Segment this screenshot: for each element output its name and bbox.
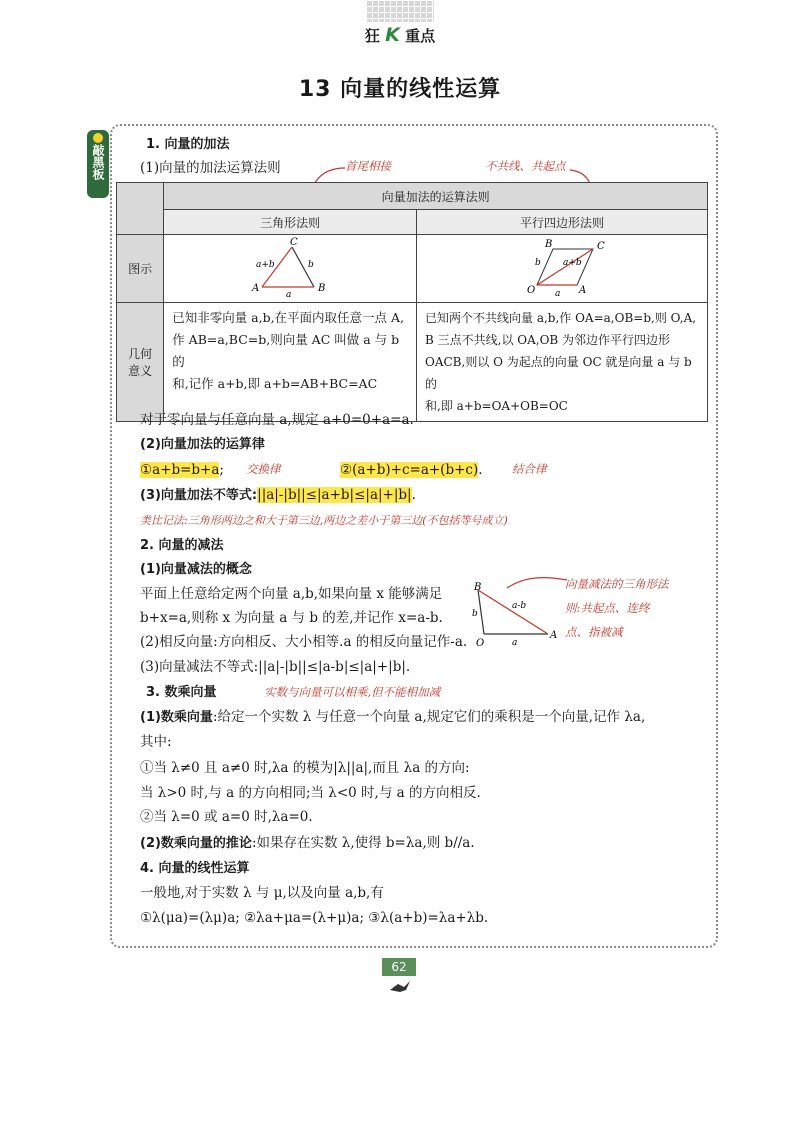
brand-k: K (385, 24, 400, 46)
tri-line-3: 和,记作 a+b,即 a+b=AB+BC=AC (172, 376, 378, 391)
label-A: A (550, 630, 558, 641)
ineq-label: (3)向量加法不等式: (140, 488, 258, 503)
note-commutative: 交换律 (246, 462, 281, 476)
corner-cell (117, 183, 164, 235)
label-a-plus-b: a+b (256, 260, 275, 270)
label-C: C (597, 241, 605, 252)
par-line-3: OACB,则以 O 为起点的向量 OC 就是向量 a 与 b 的 (425, 355, 692, 391)
label-b: b (308, 260, 314, 270)
sub-note-2: 则:共起点、连终 (565, 601, 650, 615)
sub-note-3: 点、指被减 (565, 625, 623, 639)
s2-sub1: (1)向量减法的概念 (140, 562, 252, 577)
col-parallelogram: 平行四边形法则 (417, 210, 708, 235)
tri-line-2: 作 AB=a,BC=b,则向量 AC 叫做 a 与 b 的 (172, 332, 400, 369)
triangle-figure-cell (164, 235, 417, 303)
row-meaning-2: 意义 (128, 364, 153, 378)
s3-item2: ②当 λ=0 或 a=0 时,λa=0. (140, 809, 313, 825)
addition-rules-table (116, 182, 708, 422)
row-figure: 图示 (117, 235, 164, 303)
s3-item1: ①当 λ≠0 且 a≠0 时,λa 的模为|λ||a|,而且 λa 的方向: (140, 760, 470, 776)
s4-line2: ①λ(μa)=(λμ)a; ②λa+μa=(λ+μ)a; ③λ(a+b)=λa+λb. (140, 910, 489, 926)
triangle-figure (164, 235, 414, 299)
bird-icon (388, 978, 412, 996)
ineq-text: ||a|-|b||≤|a+b|≤|a|+|b| (257, 487, 412, 503)
label-a: a (555, 289, 561, 299)
bell-icon (93, 133, 103, 143)
note-associative: 结合律 (512, 462, 547, 476)
law2-text: ②(a+b)+c=a+(b+c) (340, 462, 479, 478)
section1-heading: 1. 向量的加法 (146, 137, 230, 152)
label-a-plus-b: a+b (563, 258, 582, 268)
section2-heading: 2. 向量的减法 (140, 538, 224, 553)
parallelogram-figure-cell (417, 235, 708, 303)
label-B: B (545, 239, 553, 250)
ineq-end: . (411, 487, 416, 503)
page-number: 62 (382, 958, 416, 976)
vector-a-minus-b (478, 590, 548, 634)
label-B: B (474, 582, 482, 593)
s3-sub2-lead: (2)数乘向量的推论 (140, 836, 252, 851)
tri-line-1: 已知非零向量 a,b,在平面内取任意一点 A, (172, 310, 405, 325)
table-title: 向量加法的运算法则 (164, 183, 708, 210)
vector-ob (478, 590, 484, 634)
header-logo (330, 0, 470, 44)
brand-right: 重点 (405, 27, 436, 45)
label-A: A (252, 283, 260, 294)
s1-sub2: (2)向量加法的运算律 (140, 437, 265, 452)
side-tab (87, 130, 109, 198)
law1-end: ; (219, 462, 224, 478)
s3-sub1 (140, 708, 645, 727)
s2-sub3: (3)向量减法不等式:||a|-|b||≤|a-b|≤|a|+|b|. (140, 659, 411, 675)
col-triangle: 三角形法则 (164, 210, 417, 235)
s3-sub1-rest: :给定一个实数 λ 与任意一个向量 a,规定它们的乘积是一个向量,记作 λa, (212, 709, 646, 725)
label-O: O (527, 285, 536, 296)
par-line-2: B 三点不共线,以 OA,OB 为邻边作平行四边形 (425, 333, 671, 347)
arrow-path (507, 578, 567, 588)
s2-line2: b+x=a,则称 x 为向量 a 与 b 的差,并记作 x=a-b. (140, 610, 443, 626)
brand-left: 狂 (364, 27, 380, 45)
s2-line1: 平面上任意给定两个向量 a,b,如果向量 x 能够满足 (140, 586, 443, 602)
s1-sub1: (1)向量的加法运算法则 (140, 160, 281, 176)
label-a: a (286, 290, 292, 299)
law1-text: ①a+b=b+a (140, 462, 220, 478)
scalar-note: 实数与向量可以相乘,但不能相加减 (264, 685, 441, 699)
note-head-to-tail: 首尾相接 (345, 159, 391, 173)
label-A: A (579, 285, 587, 296)
bird-shape (390, 981, 410, 992)
label-b: b (472, 609, 478, 619)
side-tab-label: 敲黑板 (91, 144, 105, 180)
row-meaning (117, 303, 164, 422)
brand-text (330, 24, 470, 46)
law-commutative (140, 461, 224, 479)
zero-rule: 对于零向量与任意向量 a,规定 a+0=0+a=a. (140, 412, 414, 428)
page-title: 13 向量的线性运算 (298, 77, 502, 102)
sub-note-1: 向量减法的三角形法 (565, 577, 669, 591)
label-O: O (476, 638, 485, 649)
subtraction-note (565, 572, 669, 644)
section4-heading: 4. 向量的线性运算 (140, 861, 250, 876)
label-a: a (512, 638, 518, 648)
s3-sub2 (140, 834, 475, 853)
logo-grid-pattern (366, 0, 434, 22)
s3-sub2-rest: :如果存在实数 λ,使得 b=λa,则 b//a. (251, 835, 475, 851)
triangle-meaning (164, 303, 417, 422)
s3-sub1-cont: 其中: (140, 734, 172, 750)
s2-sub2: (2)相反向量:方向相反、大小相等.a 的相反向量记作-a. (140, 634, 468, 650)
parallelogram-meaning (417, 303, 708, 422)
label-a-minus-b: a-b (512, 601, 527, 611)
note-parallel: 不共线、共起点 (485, 159, 566, 173)
label-B: B (318, 283, 326, 294)
analogy-note: 类比记法:三角形两边之和大于第三边,两边之差小于第三边(不包括等号成立) (140, 514, 508, 527)
law-associative (340, 461, 483, 479)
label-C: C (290, 237, 298, 248)
par-line-4: 和,即 a+b=OA+OB=OC (425, 399, 568, 413)
parallelogram-figure (417, 235, 707, 299)
row-meaning-1: 几何 (128, 347, 153, 361)
par-line-1: 已知两个不共线向量 a,b,作 OA=a,OB=b,则 O,A, (425, 311, 697, 325)
section3-heading: 3. 数乘向量 (146, 685, 217, 700)
law2-end: . (478, 462, 483, 478)
s3-sub1-lead: (1)数乘向量 (140, 710, 213, 725)
label-b: b (535, 258, 541, 268)
addition-inequality (140, 486, 416, 505)
s4-line1: 一般地,对于实数 λ 与 μ,以及向量 a,b,有 (140, 885, 384, 901)
s3-item1b: 当 λ>0 时,与 a 的方向相同;当 λ<0 时,与 a 的方向相反. (140, 785, 481, 801)
